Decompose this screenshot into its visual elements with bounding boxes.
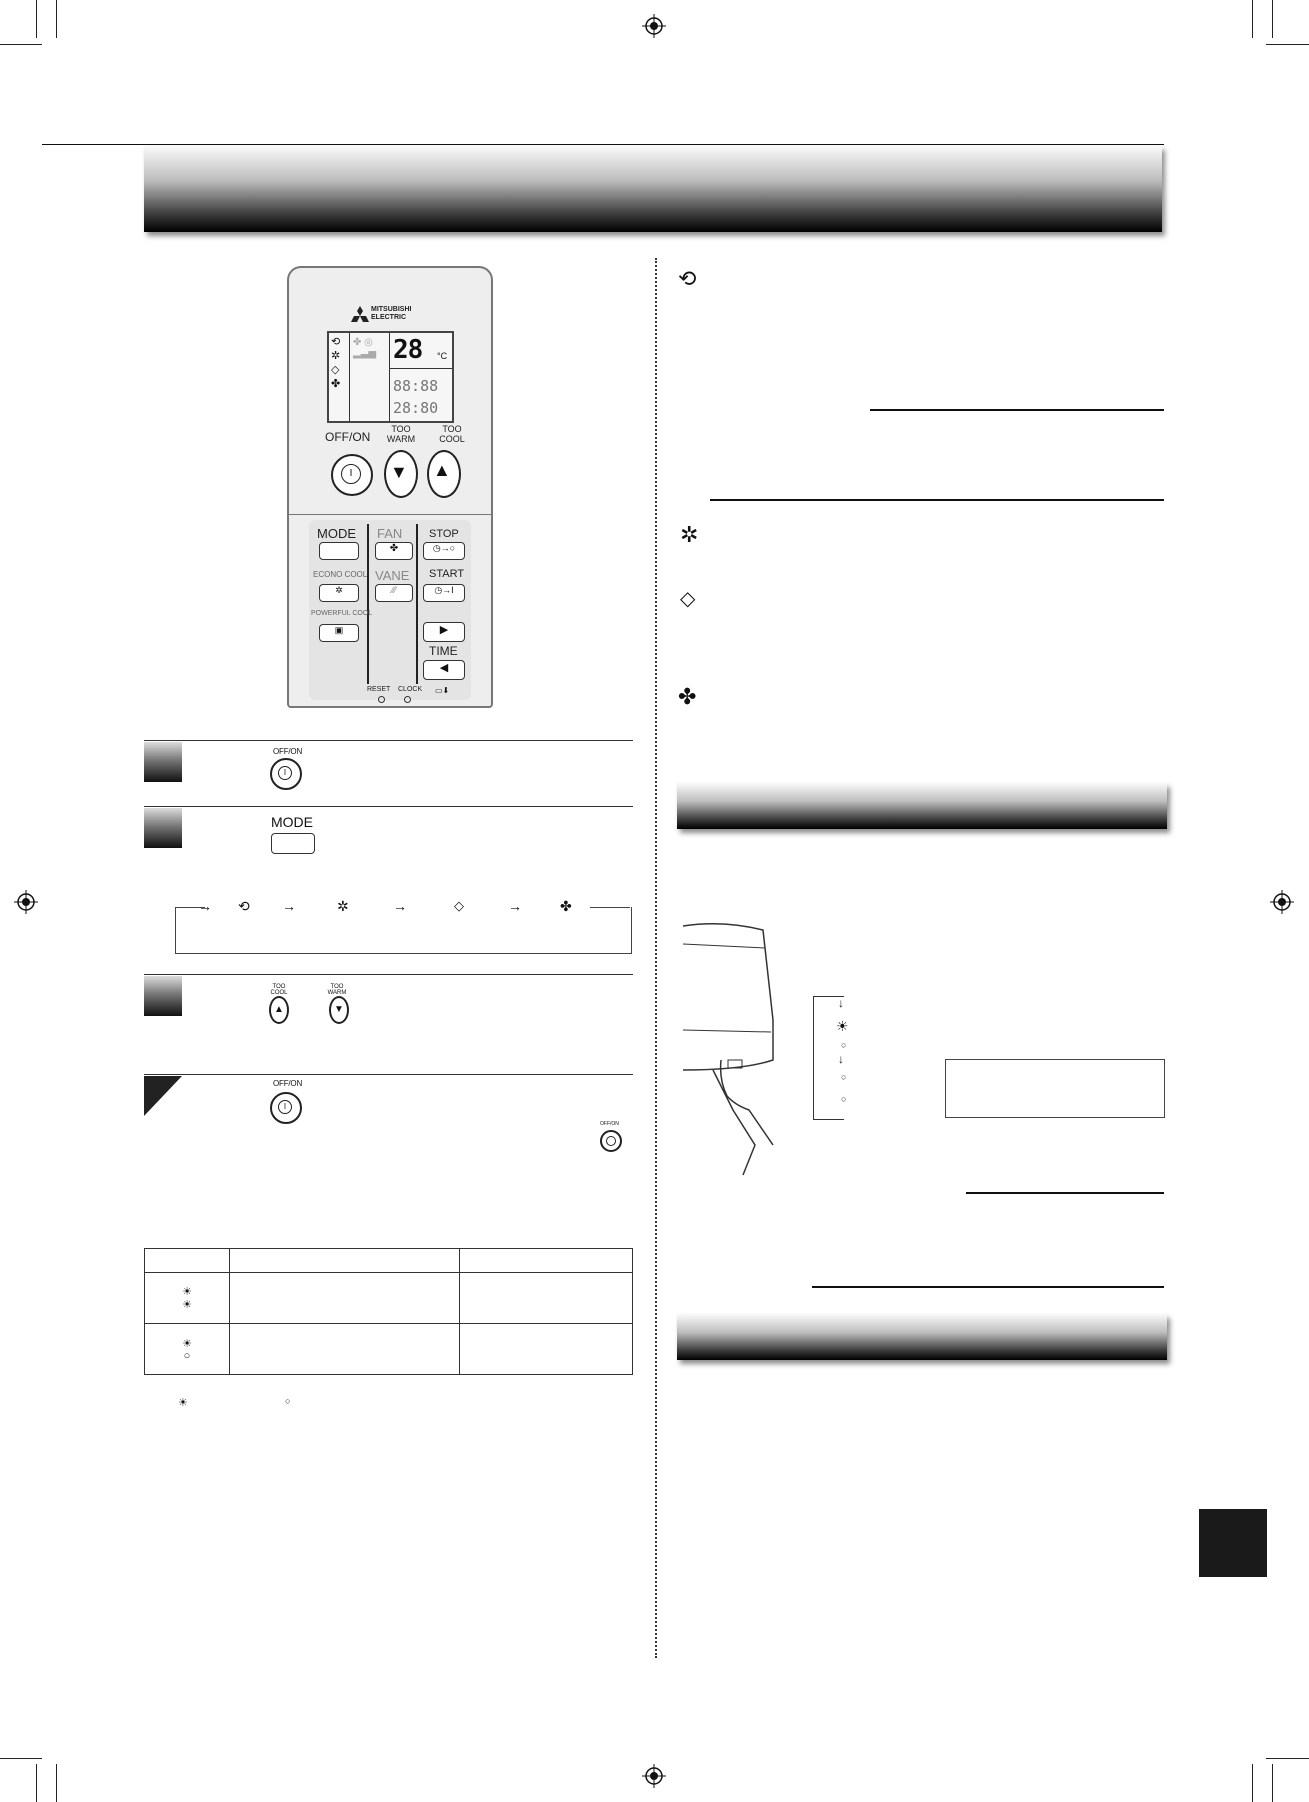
- off-on-label: OFF/ON: [325, 430, 371, 444]
- too-warm-button[interactable]: ▼: [384, 450, 418, 498]
- crop-mark: [56, 0, 57, 38]
- indoor-unit-illustration: [683, 920, 813, 1180]
- remote-lcd: [327, 331, 454, 423]
- mitsubishi-logo-icon: [351, 306, 369, 324]
- arrow-down-icon: ↓: [838, 996, 844, 1010]
- lcd-temperature: 28: [393, 335, 423, 365]
- crop-mark: [0, 1758, 42, 1759]
- crop-mark: [56, 1764, 57, 1802]
- too-warm-label: TOO WARM: [386, 424, 416, 444]
- step4-small-button-label: OFF/ON: [600, 1121, 619, 1127]
- led-off-icon: ○: [841, 1094, 847, 1104]
- arrow-icon: →: [198, 898, 212, 914]
- step4-rule: [144, 1074, 633, 1075]
- section-banner-1: [677, 783, 1167, 829]
- dry-mode-icon: ◇: [680, 588, 696, 610]
- crop-mark: [36, 0, 37, 38]
- step4-number-block: [144, 1076, 182, 1116]
- mode-button[interactable]: [319, 542, 359, 560]
- section-rule: [710, 499, 1164, 501]
- clock-button[interactable]: [404, 696, 411, 703]
- step2-rule: [144, 806, 633, 807]
- led-lit-icon: ☀: [182, 1337, 192, 1350]
- crop-mark: [0, 44, 42, 45]
- reset-button[interactable]: [378, 696, 385, 703]
- time-label: TIME: [429, 644, 458, 658]
- led-indicator-table: [144, 1248, 633, 1375]
- step1-number-block: [144, 742, 182, 782]
- powerful-cool-label: POWERFUL COOL: [311, 610, 373, 617]
- step4-off-on-icon: I: [270, 1092, 302, 1124]
- step3-too-cool-icon: ▲: [269, 996, 289, 1024]
- battery-icon: ▭⬇: [435, 686, 450, 695]
- lcd-temp-unit: °C: [437, 351, 448, 361]
- crop-mark: [1272, 1764, 1273, 1802]
- registration-mark-icon: [642, 14, 666, 38]
- fan-button[interactable]: ✤: [375, 542, 413, 560]
- brand-line1: MITSUBISHI: [371, 306, 412, 313]
- crop-mark: [1266, 44, 1309, 45]
- mode-label: MODE: [317, 526, 356, 541]
- timer-start-button[interactable]: ◷→I: [423, 584, 465, 602]
- legend-led-off-icon: ○: [285, 1396, 291, 1406]
- auto-mode-icon: ⟲: [238, 898, 250, 914]
- arrow-icon: →: [393, 898, 407, 914]
- auto-mode-icon: ⟲: [678, 266, 697, 291]
- step2-button-label: MODE: [271, 814, 313, 830]
- page-title-banner: [144, 146, 1162, 232]
- led-off-icon: ○: [841, 1072, 847, 1082]
- timer-stop-button[interactable]: ◷→○: [423, 542, 465, 560]
- clock-label: CLOCK: [398, 686, 423, 693]
- crop-mark: [1252, 0, 1253, 38]
- note-box: [945, 1059, 1165, 1118]
- page-tab: [1199, 1509, 1267, 1577]
- fan-mode-icon: ✤: [560, 898, 572, 914]
- registration-mark-icon: [1270, 890, 1294, 914]
- fan-mode-icon: ✤: [678, 684, 697, 709]
- lcd-timer-2: 28:80: [393, 399, 439, 417]
- cool-mode-icon: ✲: [337, 898, 349, 914]
- arrow-icon: →: [282, 898, 296, 914]
- step3-rule: [144, 974, 633, 975]
- legend-led-lit-icon: ☀: [178, 1397, 188, 1409]
- section-banner-2: [677, 1314, 1167, 1360]
- section-rule: [812, 1286, 1164, 1288]
- arrow-down-icon: ↓: [838, 1052, 844, 1066]
- registration-mark-icon: [14, 890, 38, 914]
- section-rule: [870, 409, 1164, 411]
- off-on-button[interactable]: I: [331, 454, 373, 496]
- step1-off-on-icon: I: [270, 758, 302, 790]
- time-forward-button[interactable]: ▶: [423, 622, 465, 642]
- brand-line2: ELECTRIC: [371, 314, 406, 321]
- powerful-cool-button[interactable]: ▣: [319, 624, 359, 642]
- step1-button-label: OFF/ON: [273, 747, 303, 756]
- too-cool-button[interactable]: ▲: [427, 450, 461, 498]
- remote-control: [287, 266, 493, 708]
- stop-label: STOP: [429, 528, 459, 540]
- step4-small-off-on-icon: [600, 1130, 622, 1152]
- reset-label: RESET: [367, 686, 391, 693]
- step3-too-warm-icon: ▼: [329, 996, 349, 1024]
- arrow-icon: →: [508, 898, 522, 914]
- section-rule: [966, 1192, 1164, 1194]
- lcd-timer-1: 88:88: [393, 377, 439, 395]
- step3-warm-label: TOO WARM: [327, 984, 347, 996]
- econo-cool-label: ECONO COOL: [313, 570, 368, 579]
- led-lit-icon: ☀: [836, 1018, 849, 1034]
- column-divider: [655, 258, 657, 1658]
- too-cool-label: TOO COOL: [439, 424, 465, 444]
- step2-number-block: [144, 808, 182, 848]
- dry-mode-icon: ◇: [454, 898, 464, 913]
- econo-cool-button[interactable]: ✲: [319, 584, 359, 602]
- cool-mode-icon: ✲: [680, 522, 699, 547]
- start-label: START: [429, 568, 465, 580]
- led-off-icon: ○: [841, 1040, 847, 1050]
- step4-button-label: OFF/ON: [273, 1079, 303, 1088]
- led-lit-icon: ☀: [182, 1299, 192, 1311]
- step1-rule: [144, 740, 633, 741]
- registration-mark-icon: [642, 1764, 666, 1788]
- lcd-mode-icons: ⟲ ✲ ◇ ✤: [331, 336, 341, 390]
- vane-button[interactable]: ⁄⁄⁄: [375, 584, 413, 602]
- header-rule: [42, 144, 1164, 145]
- led-lit-icon: ☀: [182, 1286, 192, 1298]
- time-back-button[interactable]: ◀: [423, 660, 465, 680]
- crop-mark: [1252, 1764, 1253, 1802]
- crop-mark: [36, 1764, 37, 1802]
- fan-label: FAN: [377, 526, 403, 541]
- vane-label: VANE: [375, 568, 410, 583]
- step2-mode-icon: [271, 833, 315, 854]
- step3-cool-label: TOO COOL: [270, 984, 288, 996]
- lcd-fan-icons: ✤ ◎ ▂▃▅: [353, 337, 377, 359]
- crop-mark: [1266, 1758, 1309, 1759]
- step3-number-block: [144, 976, 182, 1016]
- crop-mark: [1272, 0, 1273, 38]
- led-off-icon: ○: [183, 1349, 191, 1362]
